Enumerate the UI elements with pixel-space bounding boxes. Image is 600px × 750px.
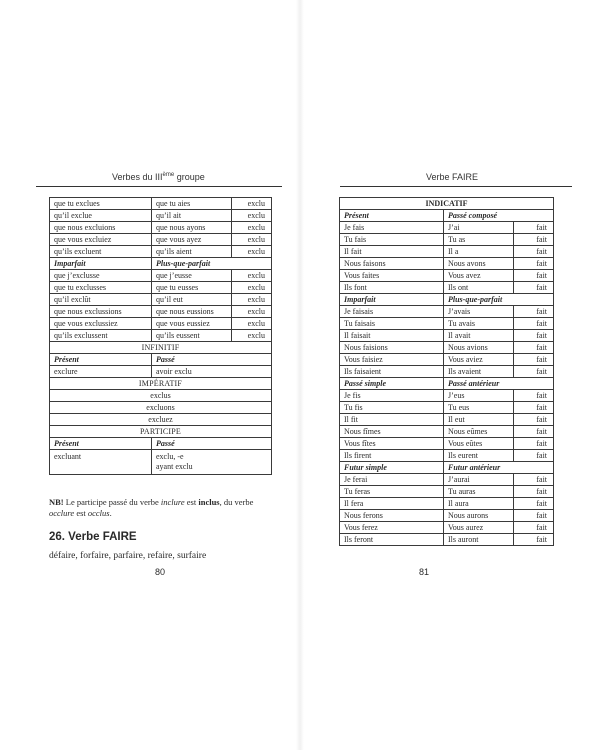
imperatif-row: excluez [50,414,272,426]
auxiliary-cell: Tu eus [444,402,514,414]
participle-cell: fait [514,222,554,234]
table-row [340,258,554,270]
participle-cell: fait [514,282,554,294]
auxiliary-cell: Nous eûmes [444,426,514,438]
table-row [340,354,554,366]
participle-cell: fait [514,426,554,438]
simple-form-cell: Il fit [340,414,444,426]
auxiliary-cell: Tu as [444,234,514,246]
imperatif-row: excluons [50,402,272,414]
auxiliary-cell: Ils ont [444,282,514,294]
header-text: Verbes du III [112,172,163,182]
participle-cell: exclu [232,210,272,222]
auxiliary-cell: Vous avez [444,270,514,282]
simple-form-cell: Nous faisons [340,258,444,270]
subjonctif-imparfait-header [50,258,272,270]
infinitif-passe-value: avoir exclu [152,366,272,378]
participle-cell: exclu [232,270,272,282]
participle-cell: fait [514,258,554,270]
tense-header: Passé antérieur [444,378,554,390]
participle-cell: fait [514,522,554,534]
participe-present-value: excluant [50,450,152,475]
table-row [340,534,554,546]
participle-cell: fait [514,354,554,366]
participe-passe-line: ayant exclu [156,462,193,471]
participle-cell: fait [514,234,554,246]
participe-present-header: Présent [50,438,152,450]
tense-header: Passé composé [444,210,554,222]
table-header-row [340,378,554,390]
infinitif-title: INFINITIF [50,342,272,354]
tense-header: Présent [340,210,444,222]
simple-form-cell: qu’ils excluent [50,246,152,258]
auxiliary-cell: que tu aies [152,198,232,210]
table-row [340,474,554,486]
participle-cell: exclu [232,318,272,330]
auxiliary-cell: Il avait [444,330,514,342]
simple-form-cell: Ils faisaient [340,366,444,378]
nb-text: , du verbe [219,497,254,507]
nb-label: NB! [49,497,64,507]
table-row [340,402,554,414]
table-row [340,486,554,498]
simple-form-cell: Je faisais [340,306,444,318]
infinitif-block [50,342,272,378]
nb-word: occlure [49,508,75,518]
participe-title: PARTICIPE [50,426,272,438]
auxiliary-cell: J’avais [444,306,514,318]
table-row [340,426,554,438]
simple-form-cell: qu’il exclue [50,210,152,222]
auxiliary-cell: qu’ils eussent [152,330,232,342]
table-row [340,318,554,330]
auxiliary-cell: Ils auront [444,534,514,546]
simple-form-cell: Il fera [340,498,444,510]
auxiliary-cell: que nous ayons [152,222,232,234]
right-running-header: Verbe FAIRE [426,172,479,182]
auxiliary-cell: Vous aviez [444,354,514,366]
participe-passe-line: exclu, -e [156,452,184,461]
imperatif-row: exclus [50,390,272,402]
table-header-row [340,462,554,474]
table-row [50,198,272,210]
conjugation-table-faire [339,197,554,546]
participle-cell: fait [514,450,554,462]
participle-cell: fait [514,330,554,342]
table-row [340,342,554,354]
header-rule [36,186,282,187]
auxiliary-cell: Nous aurons [444,510,514,522]
participle-cell: fait [514,486,554,498]
tense-header: Futur antérieur [444,462,554,474]
nb-text: est [74,508,88,518]
table-row [340,234,554,246]
participle-cell: exclu [232,330,272,342]
participle-cell: fait [514,510,554,522]
simple-form-cell: qu’ils exclussent [50,330,152,342]
simple-form-cell: que nous exclussions [50,306,152,318]
nb-note [49,497,275,519]
table-row [50,234,272,246]
participle-cell: fait [514,402,554,414]
participle-cell: fait [514,438,554,450]
participle-cell: exclu [232,306,272,318]
nb-word: occlus [87,508,110,518]
participle-cell: fait [514,390,554,402]
right-page [300,0,600,750]
simple-form-cell: Nous ferons [340,510,444,522]
participle-cell: exclu [232,282,272,294]
page-number: 80 [155,567,166,577]
simple-form-cell: Ils font [340,282,444,294]
simple-form-cell: Je ferai [340,474,444,486]
participle-cell: fait [514,498,554,510]
participle-cell: fait [514,306,554,318]
tense-header: Imparfait [340,294,444,306]
header-rule [340,186,572,187]
auxiliary-cell: qu’il ait [152,210,232,222]
simple-form-cell: Tu feras [340,486,444,498]
table-row [340,330,554,342]
header-imparfait: Imparfait [50,258,152,270]
participle-cell: fait [514,342,554,354]
auxiliary-cell: qu’ils aient [152,246,232,258]
table-row [50,270,272,282]
auxiliary-cell: Vous aurez [444,522,514,534]
auxiliary-cell: Ils avaient [444,366,514,378]
header-plus-que-parfait: Plus-que-parfait [152,258,272,270]
table-row [50,210,272,222]
participle-cell: fait [514,366,554,378]
auxiliary-cell: Il a [444,246,514,258]
conjugation-table-exclure [49,197,272,475]
auxiliary-cell: J’ai [444,222,514,234]
simple-form-cell: Tu fis [340,402,444,414]
table-row [340,306,554,318]
table-row [340,414,554,426]
table-row [50,222,272,234]
auxiliary-cell: que nous eussions [152,306,232,318]
auxiliary-cell: Tu avais [444,318,514,330]
participle-cell: exclu [232,234,272,246]
subjonctif-imparfait-block [50,270,272,342]
auxiliary-cell: Nous avons [444,258,514,270]
table-row [50,294,272,306]
participle-cell: fait [514,474,554,486]
simple-form-cell: que nous excluions [50,222,152,234]
table-row [50,246,272,258]
auxiliary-cell: que tu eusses [152,282,232,294]
table-row [340,438,554,450]
participle-cell: fait [514,246,554,258]
auxiliary-cell: J’aurai [444,474,514,486]
nb-text: Le participe passé du verbe [63,497,161,507]
table-header-row [50,258,272,270]
table-row [340,270,554,282]
participe-block [50,426,272,475]
participle-cell: fait [514,318,554,330]
auxiliary-cell: que j’eusse [152,270,232,282]
infinitif-present-header: Présent [50,354,152,366]
simple-form-cell: Ils feront [340,534,444,546]
auxiliary-cell: qu’il eut [152,294,232,306]
auxiliary-cell: J’eus [444,390,514,402]
simple-form-cell: Tu faisais [340,318,444,330]
simple-form-cell: Vous ferez [340,522,444,534]
section-title: 26. Verbe FAIRE [49,531,137,543]
participe-passe-header: Passé [152,438,272,450]
imperatif-title: IMPÉRATIF [50,378,272,390]
simple-form-cell: Il fait [340,246,444,258]
table-row [340,222,554,234]
table-row [340,282,554,294]
participe-passe-value [152,450,272,475]
participle-cell: fait [514,534,554,546]
simple-form-cell: Vous faites [340,270,444,282]
auxiliary-cell: Nous avions [444,342,514,354]
left-running-header [112,172,205,182]
nb-word: inclure [160,497,185,507]
table-row [50,306,272,318]
participle-cell: exclu [232,222,272,234]
simple-form-cell: que tu exclusses [50,282,152,294]
simple-form-cell: Je fais [340,222,444,234]
imperatif-block [50,378,272,426]
auxiliary-cell: Il eut [444,414,514,426]
table-row [340,390,554,402]
simple-form-cell: Vous fîtes [340,438,444,450]
simple-form-cell: que vous exclussiez [50,318,152,330]
simple-form-cell: Il faisait [340,330,444,342]
simple-form-cell: Nous faisions [340,342,444,354]
indicatif-blocks [340,210,554,546]
participle-cell: fait [514,270,554,282]
table-row [340,522,554,534]
simple-form-cell: Vous faisiez [340,354,444,366]
auxiliary-cell: Ils eurent [444,450,514,462]
participle-cell: exclu [232,294,272,306]
infinitif-passe-header: Passé [152,354,272,366]
participle-cell: exclu [232,198,272,210]
auxiliary-cell: Il aura [444,498,514,510]
tense-header: Passé simple [340,378,444,390]
table-row [340,246,554,258]
table-row [340,366,554,378]
table-header-row [340,210,554,222]
table-row [340,450,554,462]
nb-word: inclus [198,497,220,507]
nb-text: . [109,508,112,518]
simple-form-cell: Tu fais [340,234,444,246]
infinitif-present-value: exclure [50,366,152,378]
simple-form-cell: Ils firent [340,450,444,462]
table-header-row [340,294,554,306]
table-row [50,282,272,294]
participle-cell: exclu [232,246,272,258]
tense-header: Futur simple [340,462,444,474]
tense-header: Plus-que-parfait [444,294,554,306]
simple-form-cell: qu’il exclût [50,294,152,306]
table-row [50,318,272,330]
auxiliary-cell: que vous ayez [152,234,232,246]
subjonctif-present-block [50,198,272,258]
auxiliary-cell: Tu auras [444,486,514,498]
auxiliary-cell: Vous eûtes [444,438,514,450]
auxiliary-cell: que vous eussiez [152,318,232,330]
simple-form-cell: que tu exclues [50,198,152,210]
page-number: 81 [419,567,430,577]
simple-form-cell: que vous excluiez [50,234,152,246]
header-suffix: groupe [176,172,205,182]
simple-form-cell: que j’exclusse [50,270,152,282]
header-superscript: ème [162,172,175,178]
table-row [50,330,272,342]
participle-cell: fait [514,414,554,426]
simple-form-cell: Nous fîmes [340,426,444,438]
nb-text: est [184,497,199,507]
table-row [340,510,554,522]
simple-form-cell: Je fis [340,390,444,402]
table-row [340,498,554,510]
section-subtitle: défaire, forfaire, parfaire, refaire, surfaire [49,551,207,561]
indicatif-title: INDICATIF [340,198,554,210]
